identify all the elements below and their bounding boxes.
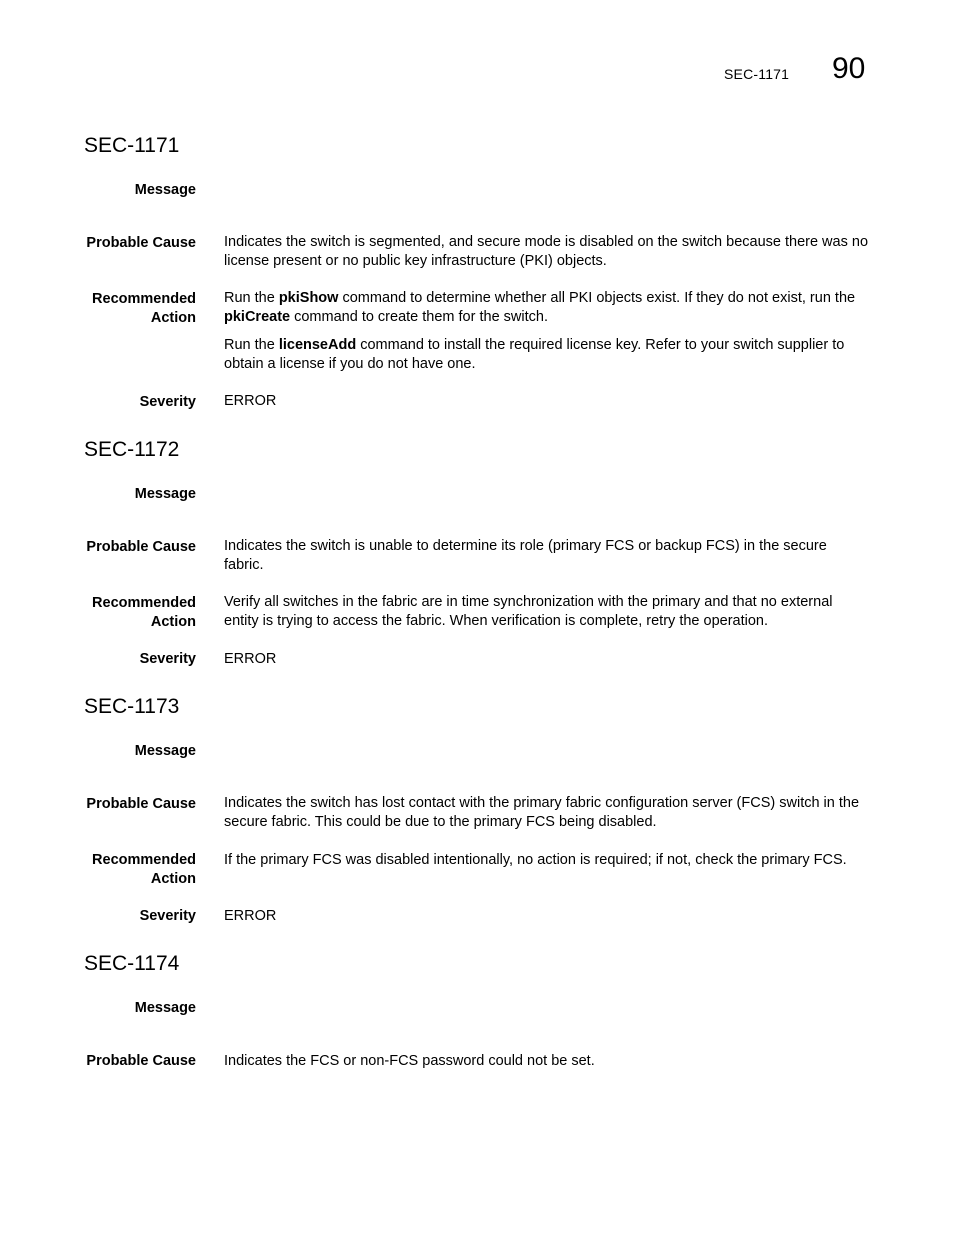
recommended-action-text: Verify all switches in the fabric are in time synchronization with the primary and that no external entity is trying to access the fabric. When verification is complete, retry the operation. (224, 594, 833, 629)
probable-cause-label: Probable Cause (86, 1053, 196, 1069)
command-pkishow: pkiShow (278, 290, 339, 306)
section-title-sec-1171: SEC-1171 (84, 134, 180, 157)
command-pkicreate: pkiCreate (224, 309, 291, 325)
probable-cause-text: Indicates the switch is segmented, and secure mode is disabled on the switch because there was no license present or no public key infrastructure (PKI) objects. (224, 234, 869, 269)
probable-cause-label: Probable Cause (86, 235, 196, 251)
recommended-label: Recommended (92, 852, 196, 868)
recommended-action-text-1 (224, 289, 870, 327)
severity-value: ERROR (224, 651, 277, 667)
command-licenseadd: licenseAdd (278, 337, 357, 353)
probable-cause-text: Indicates the FCS or non-FCS password could not be set. (224, 1053, 595, 1069)
action-label: Action (150, 310, 196, 326)
chapter-number: 90 (832, 52, 866, 85)
action-label: Action (150, 871, 196, 887)
recommended-label: Recommended (92, 595, 196, 611)
recommended-action-text: If the primary FCS was disabled intentionally, no action is required; if not, check the primary FCS. (224, 852, 847, 868)
recommended-action-label (92, 851, 196, 889)
recommended-action-label (92, 290, 196, 328)
page-header (0, 52, 954, 92)
severity-value: ERROR (224, 393, 277, 409)
section-title-sec-1173: SEC-1173 (84, 695, 180, 718)
probable-cause-label: Probable Cause (86, 539, 196, 555)
recommended-action-label (92, 594, 196, 632)
probable-cause-label: Probable Cause (86, 796, 196, 812)
severity-label: Severity (139, 394, 196, 410)
probable-cause-text: Indicates the switch has lost contact with the primary fabric configuration server (FCS) switch in the secure fabric. This could be due to the primary FCS being disabled. (224, 795, 860, 830)
text-run: command to create them for the switch. (290, 309, 548, 325)
recommended-action-text-2 (224, 336, 870, 374)
severity-label: Severity (139, 651, 196, 667)
message-label: Message (134, 743, 196, 759)
section-title-sec-1174: SEC-1174 (84, 952, 180, 975)
recommended-label: Recommended (92, 291, 196, 307)
probable-cause-text: Indicates the switch is unable to determine its role (primary FCS or backup FCS) in the secure fabric. (224, 538, 827, 573)
message-label: Message (134, 1000, 196, 1016)
text-run: command to determine whether all PKI objects exist. If they do not exist, run the (338, 290, 856, 306)
text-run: Run the (224, 337, 279, 353)
action-label: Action (150, 614, 196, 630)
section-title-sec-1172: SEC-1172 (84, 438, 180, 461)
text-run: command to install the required license key. Refer to your switch supplier to obtain a license if you do not have one. (224, 337, 845, 372)
header-message-code: SEC-1171 (724, 66, 790, 82)
text-run: Run the (224, 290, 279, 306)
severity-label: Severity (139, 908, 196, 924)
severity-value: ERROR (224, 908, 277, 924)
message-label: Message (134, 486, 196, 502)
message-label: Message (134, 182, 196, 198)
